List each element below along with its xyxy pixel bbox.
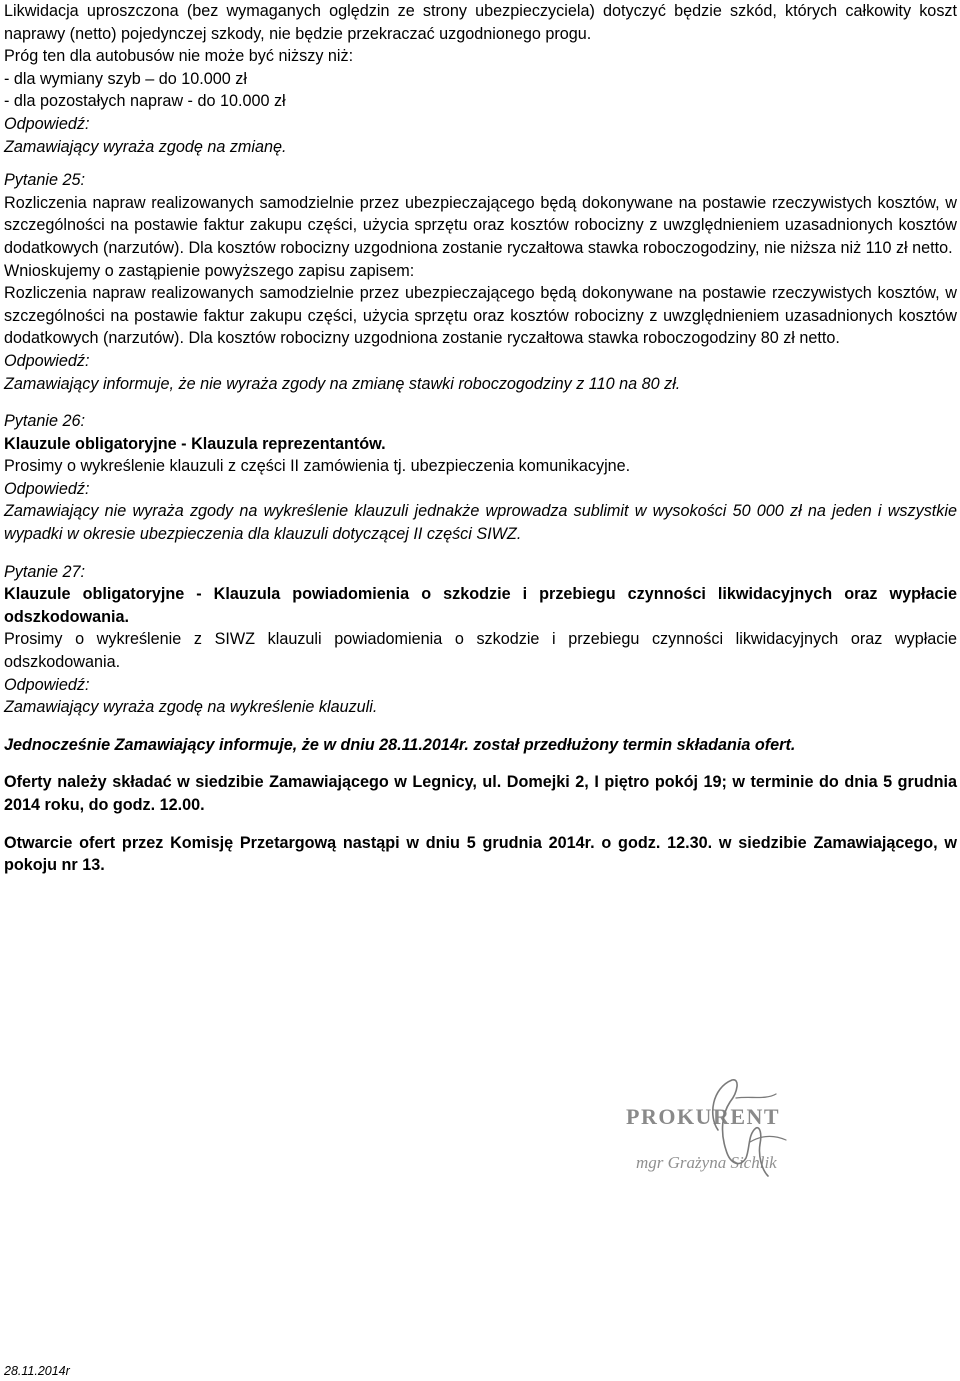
intro-answer: Zamawiający wyraża zgodę na zmianę. [4, 137, 287, 156]
question-27-answer-label: Odpowiedź: [4, 675, 90, 694]
question-26-answer-label: Odpowiedź: [4, 479, 90, 498]
opening-notice: Otwarcie ofert przez Komisję Przetargową nastąpi w dniu 5 grudnia 2014r. o godz. 12.30. w siedzibie Zamawiającego, w pokoju nr 13. [4, 833, 957, 875]
handwritten-signature [600, 1072, 860, 1182]
question-25-proposed-text: Rozliczenia napraw realizowanych samodzielnie przez ubezpieczającego będą dokonywane na postawie rzeczywistych kosztów, w szczególności na postawie faktur zakupu części, użycia sprzętu oraz kosztów robocizny z uwzględnieniem uzasadnionych kosztów dodatkowych (narzutów). Dla kosztów robocizny uzgodniona zostanie ryczałtowa stawka roboczogodziny 80 zł netto. [4, 284, 957, 348]
question-26-clause: Klauzule obligatoryjne - Klauzula reprezentantów. [4, 434, 386, 453]
question-27-clause: Klauzule obligatoryjne - Klauzula powiadomienia o szkodzie i przebiegu czynności likwidacyjnych oraz wypłacie odszkodowania. [4, 585, 957, 626]
prokurent-stamp [600, 1072, 860, 1182]
question-27-label: Pytanie 27: [4, 562, 85, 581]
stamp-name: mgr Grażyna Sichlik [636, 1153, 777, 1172]
question-25-text: Rozliczenia napraw realizowanych samodzielnie przez ubezpieczającego będą dokonywane na postawie rzeczywistych kosztów, w szczególności na postawie faktur zakupu części, użycia sprzętu oraz kosztów robocizny z uwzględnieniem uzasadnionych kosztów dodatkowych (narzutów). Dla kosztów robocizny uzgodniona zostanie ryczałtowa stawka roboczogodziny, nie niższa niż 110 zł netto. [4, 193, 957, 257]
threshold-item-other: - dla pozostałych napraw - do 10.000 zł [4, 92, 286, 111]
question-25-request: Wnioskujemy o zastąpienie powyższego zapisu zapisem: [4, 261, 415, 280]
threshold-line: Próg ten dla autobusów nie może być niższy niż: [4, 47, 354, 66]
document-page [4, 0, 957, 877]
question-26-label: Pytanie 26: [4, 412, 85, 431]
stamp-title: PROKURENT [626, 1104, 781, 1129]
question-27-answer: Zamawiający wyraża zgodę na wykreślenie klauzuli. [4, 698, 378, 717]
intro-answer-label: Odpowiedź: [4, 114, 90, 133]
question-26-answer: Zamawiający nie wyraża zgody na wykreślenie klauzuli jednakże wprowadza sublimit w wysokości 50 000 zł na jeden i wszystkie wypadki w okresie ubezpieczenia dla klauzuli dotyczącej II części SIWZ. [4, 502, 957, 544]
deadline-extension-notice: Jednocześnie Zamawiający informuje, że w dniu 28.11.2014r. został przedłużony termin składania ofert. [4, 735, 796, 754]
question-25-label: Pytanie 25: [4, 171, 85, 190]
intro-paragraph: Likwidacja uproszczona (bez wymaganych oględzin ze strony ubezpieczyciela) dotyczyć będzie szkód, których całkowity koszt naprawy (netto) pojedynczej szkody, nie będzie przekraczać uzgodnionego progu. [4, 2, 957, 43]
question-25-answer-label: Odpowiedź: [4, 351, 90, 370]
submission-notice: Oferty należy składać w siedzibie Zamawiającego w Legnicy, ul. Domejki 2, I piętro pokój 19; w terminie do dnia 5 grudnia 2014 roku, do godz. 12.00. [4, 773, 957, 814]
question-26-text: Prosimy o wykreślenie klauzuli z części II zamówienia tj. ubezpieczenia komunikacyjne. [4, 457, 631, 476]
footer-date: 28.11.2014r [4, 1364, 70, 1378]
threshold-item-glass: - dla wymiany szyb – do 10.000 zł [4, 69, 247, 88]
question-25-answer: Zamawiający informuje, że nie wyraża zgody na zmianę stawki roboczogodziny z 110 na 80 zł. [4, 374, 681, 393]
question-27-text: Prosimy o wykreślenie z SIWZ klauzuli powiadomienia o szkodzie i przebiegu czynności likwidacyjnych oraz wypłacie odszkodowania. [4, 630, 957, 672]
